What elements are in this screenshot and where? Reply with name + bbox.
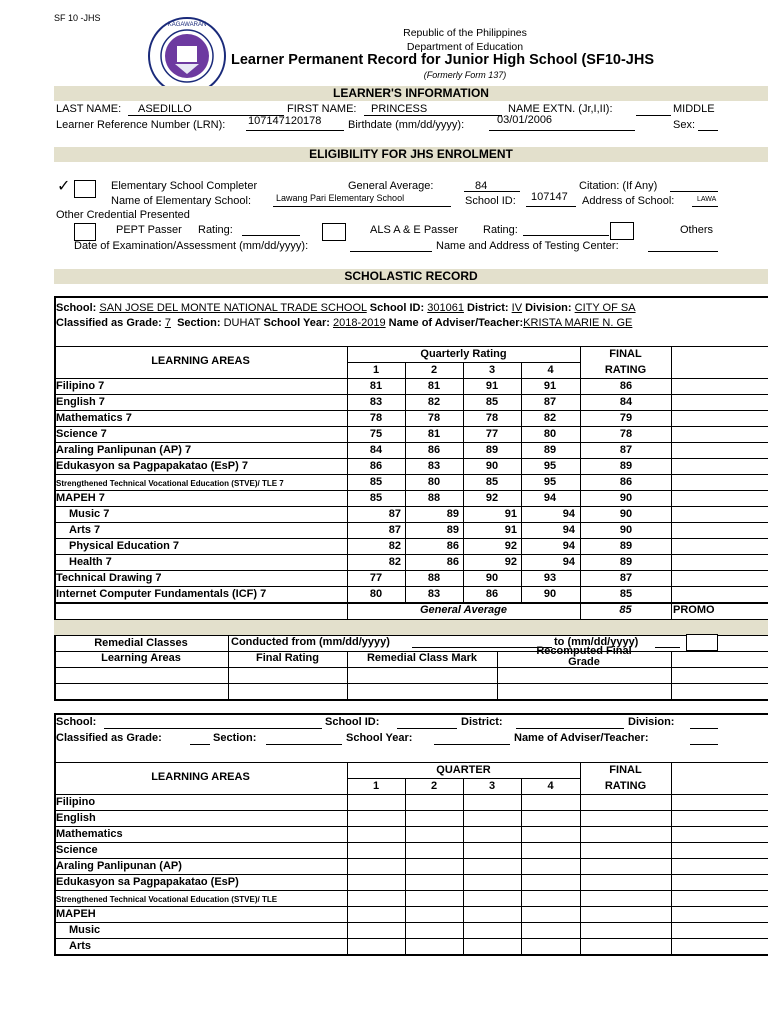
- record1-quarter-grade: 94: [562, 540, 575, 552]
- record1-final-header-1: FINAL: [609, 348, 642, 360]
- deped-seal: [147, 16, 227, 96]
- record1-final-rating: 89: [619, 540, 633, 552]
- record1-quarter-grade: 86: [446, 540, 459, 552]
- record1-quarter-grade: 80: [543, 428, 557, 440]
- general-average-value: 84: [475, 180, 488, 192]
- address-value: LAWA: [697, 196, 717, 203]
- record1-quarter-grade: 82: [388, 540, 401, 552]
- pept-rating-label: Rating:: [198, 224, 233, 236]
- form-code: SF 10 -JHS: [54, 13, 101, 23]
- record1-quarter-grade: 81: [427, 428, 441, 440]
- record1-quarter-grade: 89: [446, 524, 459, 536]
- pept-checkbox[interactable]: [74, 223, 96, 241]
- record2-final-header-2: RATING: [604, 780, 647, 792]
- record1-school-id: 301061: [427, 302, 464, 314]
- record1-quarter-grade: 87: [543, 396, 557, 408]
- record1-quarter-grade: 80: [369, 588, 383, 600]
- address-label: Address of School:: [582, 195, 675, 207]
- lrn-label: Learner Reference Number (LRN):: [56, 119, 226, 131]
- others-label: Others: [680, 224, 714, 236]
- recomputed-label: [497, 646, 671, 668]
- record1-quarter-grade: 89: [485, 444, 499, 456]
- record1-quarter-grade: 84: [369, 444, 383, 456]
- record1-quarter-grade: 92: [504, 540, 517, 552]
- record1-q1-header: 1: [372, 364, 380, 376]
- record1-quarter-grade: 77: [369, 572, 383, 584]
- record1-quarter-grade: 87: [388, 524, 401, 536]
- record1-final-rating: 90: [619, 508, 633, 520]
- record1-adviser: KRISTA MARIE N. GE: [523, 317, 633, 329]
- scholastic-header: SCHOLASTIC RECORD: [54, 269, 768, 284]
- record2-subject-name: English: [56, 812, 96, 824]
- record1-school-line: [56, 302, 636, 314]
- record1-division: CITY OF SA: [574, 302, 636, 314]
- record1-subject-name: English 7: [56, 396, 105, 408]
- record1-quarter-grade: 94: [562, 524, 575, 536]
- testing-center-label: Name and Address of Testing Center:: [436, 240, 619, 252]
- record1-quarter-grade: 92: [485, 492, 499, 504]
- record1-quarter-grade: 88: [427, 492, 441, 504]
- record1-quarter-grade: 85: [369, 492, 383, 504]
- record1-subject-name: Physical Education 7: [69, 540, 180, 552]
- department-line: Department of Education: [406, 41, 524, 53]
- record1-q3-header: 3: [488, 364, 496, 376]
- record1-quarter-grade: 94: [543, 492, 557, 504]
- record1-final-rating: 90: [619, 492, 633, 504]
- record1-section-label: Section:: [177, 317, 221, 329]
- record2-subject-name: Edukasyon sa Pagpapakatao (EsP): [56, 876, 239, 888]
- record1-quarter-grade: 86: [369, 460, 383, 472]
- record1-final-rating: 78: [619, 428, 633, 440]
- recomputed-label-line1: Recomputed Final: [536, 645, 632, 657]
- school-id-label: School ID:: [465, 195, 516, 207]
- record1-quarter-grade: 81: [369, 380, 383, 392]
- record1-quarter-grade: 85: [485, 476, 499, 488]
- record2-school-label: School:: [56, 716, 97, 728]
- school-id-value: 107147: [531, 191, 568, 203]
- citation-label: Citation: (If Any): [579, 180, 658, 192]
- record2-q2-header: 2: [430, 780, 438, 792]
- record1-quarter-grade: 86: [427, 444, 441, 456]
- record1-school: SAN JOSE DEL MONTE NATIONAL TRADE SCHOOL: [99, 302, 367, 314]
- elem-completer-checkbox[interactable]: [74, 180, 96, 198]
- record1-quarter-grade: 83: [427, 588, 441, 600]
- others-checkbox[interactable]: [610, 222, 634, 240]
- record1-final-rating: 86: [619, 476, 633, 488]
- record1-quarter-grade: 93: [543, 572, 557, 584]
- record1-quarter-grade: 86: [446, 556, 459, 568]
- record1-quarter-grade: 81: [427, 380, 441, 392]
- general-average-label: General Average:: [348, 180, 434, 192]
- record1-quarter-grade: 88: [427, 572, 441, 584]
- record1-subject-name: MAPEH 7: [56, 492, 105, 504]
- remedial-final-rating-label: Final Rating: [256, 652, 319, 664]
- record1-quarter-grade: 92: [504, 556, 517, 568]
- record2-subject-name: Strengthened Technical Vocational Education (STVE)/ TLE: [56, 895, 278, 904]
- record1-quarter-grade: 78: [427, 412, 441, 424]
- record1-final-rating: 84: [619, 396, 633, 408]
- record2-subject-name: MAPEH: [56, 908, 96, 920]
- record1-quarter-grade: 95: [543, 460, 557, 472]
- lrn-value: 107147120178: [248, 115, 322, 127]
- record1-subject-name: Arts 7: [69, 524, 101, 536]
- remedial-mark-label: Remedial Class Mark: [366, 652, 478, 664]
- record2-learning-areas-header: LEARNING AREAS: [151, 771, 250, 783]
- record1-promo-label: PROMO: [673, 604, 715, 616]
- record1-quarter-grade: 86: [485, 588, 499, 600]
- record2-subject-name: Music: [69, 924, 101, 936]
- record1-quarterly-header: Quarterly Rating: [420, 348, 507, 360]
- recomputed-label-line2: Grade: [568, 656, 600, 668]
- record2-subject-name: Mathematics: [56, 828, 123, 840]
- record1-quarter-grade: 94: [562, 556, 575, 568]
- birthdate-label: Birthdate (mm/dd/yyyy):: [348, 119, 465, 131]
- formerly-note: (Formerly Form 137): [423, 70, 507, 80]
- record1-subject-name: Edukasyon sa Pagpapakatao (EsP) 7: [56, 460, 248, 472]
- record1-q4-header: 4: [547, 364, 554, 376]
- record2-final-header-1: FINAL: [609, 764, 642, 776]
- middle-label: MIDDLE: [673, 103, 715, 115]
- record2-section-label: Section:: [213, 732, 257, 744]
- last-name-value: ASEDILLO: [138, 103, 192, 115]
- record1-learning-areas-header: LEARNING AREAS: [151, 355, 250, 367]
- eligibility-header: ELIGIBILITY FOR JHS ENROLMENT: [54, 147, 768, 162]
- record1-quarter-grade: 80: [427, 476, 441, 488]
- record1-district: IV: [511, 302, 523, 314]
- record1-school-year: 2018-2019: [333, 317, 386, 329]
- record2-q1-header: 1: [372, 780, 380, 792]
- record1-quarter-grade: 94: [562, 508, 575, 520]
- record1-final-rating: 87: [619, 444, 633, 456]
- record1-quarter-grade: 83: [427, 460, 441, 472]
- elem-completer-label: Elementary School Completer: [111, 180, 258, 192]
- record1-quarter-grade: 77: [485, 428, 499, 440]
- check-icon: ✓: [57, 178, 71, 195]
- als-label: ALS A & E Passer: [370, 224, 459, 236]
- record1-section: DUHAT: [223, 317, 261, 329]
- record2-subject-name: Araling Panlipunan (AP): [56, 860, 182, 872]
- record2-district-label: District:: [461, 716, 503, 728]
- record1-quarter-grade: 91: [543, 380, 557, 392]
- record1-subject-name: Internet Computer Fundamentals (ICF) 7: [56, 588, 267, 600]
- record1-subject-name: Filipino 7: [56, 380, 105, 392]
- record1-quarter-grade: 87: [388, 508, 401, 520]
- record1-general-average-label: General Average: [419, 604, 508, 616]
- record2-q4-header: 4: [547, 780, 554, 792]
- remedial-conducted-label: Conducted from (mm/dd/yyyy): [231, 636, 390, 648]
- record1-final-rating: 90: [619, 524, 633, 536]
- record1-quarter-grade: 90: [485, 460, 499, 472]
- record2-subject-name: Filipino: [56, 796, 96, 808]
- record1-quarter-grade: 89: [543, 444, 557, 456]
- record1-final-rating: 87: [619, 572, 633, 584]
- record1-quarter-grade: 82: [543, 412, 557, 424]
- last-name-label: LAST NAME:: [56, 103, 122, 115]
- record1-subject-name: Mathematics 7: [56, 412, 132, 424]
- elem-school-value: Lawang Pari Elementary School: [276, 193, 405, 203]
- record1-quarter-grade: 85: [369, 476, 383, 488]
- record1-quarter-grade: 91: [485, 380, 499, 392]
- record1-school-year-label: School Year:: [263, 317, 330, 329]
- page-title: Learner Permanent Record for Junior High School (SF10-JHS: [231, 52, 654, 68]
- elem-school-label: Name of Elementary School:: [111, 195, 252, 207]
- pept-label: PEPT Passer: [116, 224, 182, 236]
- remedial-classes-label: Remedial Classes: [94, 637, 188, 649]
- learner-info-header: LEARNER'S INFORMATION: [54, 86, 768, 101]
- record1-quarter-grade: 85: [485, 396, 499, 408]
- name-ext-label: NAME EXTN. (Jr,I,II):: [508, 103, 613, 115]
- record1-general-average: 85: [619, 604, 632, 616]
- record1-subject-name: Strengthened Technical Vocational Education (STVE)/ TLE 7: [56, 479, 284, 488]
- record1-subject-name: Music 7: [69, 508, 110, 520]
- record1-grade: 7: [164, 317, 171, 329]
- sex-label: Sex:: [673, 119, 696, 131]
- record1-quarter-grade: 89: [446, 508, 459, 520]
- record1-subject-name: Science 7: [56, 428, 107, 440]
- record1-final-rating: 86: [619, 380, 633, 392]
- record1-quarter-grade: 75: [369, 428, 383, 440]
- record1-division-label: Division:: [525, 302, 572, 314]
- record1-subject-name: Technical Drawing 7: [56, 572, 162, 584]
- record1-quarter-grade: 83: [369, 396, 383, 408]
- first-name-value: PRINCESS: [371, 103, 428, 115]
- remedial-to-date-box[interactable]: [686, 634, 718, 651]
- record2-school-year-label: School Year:: [346, 732, 413, 744]
- record1-quarter-grade: 82: [388, 556, 401, 568]
- record1-q2-header: 2: [430, 364, 438, 376]
- record1-quarter-grade: 78: [485, 412, 499, 424]
- record1-quarter-grade: 90: [543, 588, 557, 600]
- record1-final-header-2: RATING: [604, 364, 647, 376]
- record1-final-rating: 79: [619, 412, 633, 424]
- other-credential-label: Other Credential Presented: [56, 209, 190, 221]
- remedial-learning-areas-label: Learning Areas: [101, 652, 181, 664]
- record1-adviser-label: Name of Adviser/Teacher:: [388, 317, 524, 329]
- record1-grade-label: Classified as Grade:: [56, 317, 162, 329]
- record1-quarter-grade: 82: [427, 396, 441, 408]
- record2-grade-label: Classified as Grade:: [56, 732, 162, 744]
- record2-q3-header: 3: [488, 780, 496, 792]
- record2-subject-name: Science: [56, 844, 98, 856]
- record2-division-label: Division:: [628, 716, 675, 728]
- record1-school-label: School:: [56, 302, 97, 314]
- record1-final-rating: 85: [619, 588, 633, 600]
- record1-quarter-grade: 78: [369, 412, 383, 424]
- record1-school-id-label: School ID:: [369, 302, 425, 314]
- als-checkbox[interactable]: [322, 223, 346, 241]
- record2-subject-name: Arts: [69, 940, 92, 952]
- record1-final-rating: 89: [619, 556, 633, 568]
- remedial-to-label: to (mm/dd/yyyy): [554, 636, 639, 648]
- birthdate-value: 03/01/2006: [497, 114, 553, 126]
- first-name-label: FIRST NAME:: [287, 103, 357, 115]
- republic-line: Republic of the Philippines: [403, 27, 527, 39]
- als-rating-label: Rating:: [483, 224, 518, 236]
- svg-text:KAGAWARAN: KAGAWARAN: [167, 22, 207, 28]
- record1-subject-name: Health 7: [69, 556, 112, 568]
- record1-district-label: District:: [467, 302, 509, 314]
- record1-final-rating: 89: [619, 460, 633, 472]
- record1-quarter-grade: 91: [504, 524, 517, 536]
- record2-quarter-header: QUARTER: [436, 764, 491, 776]
- record1-quarter-grade: 90: [485, 572, 499, 584]
- record2-adviser-label: Name of Adviser/Teacher:: [514, 732, 649, 744]
- record1-subject-name: Araling Panlipunan (AP) 7: [56, 444, 192, 456]
- record1-quarter-grade: 95: [543, 476, 557, 488]
- record1-quarter-grade: 91: [504, 508, 517, 520]
- record2-school-id-label: School ID:: [325, 716, 380, 728]
- exam-date-label: Date of Examination/Assessment (mm/dd/yyyy):: [74, 240, 309, 252]
- record1-grade-line: [56, 317, 632, 329]
